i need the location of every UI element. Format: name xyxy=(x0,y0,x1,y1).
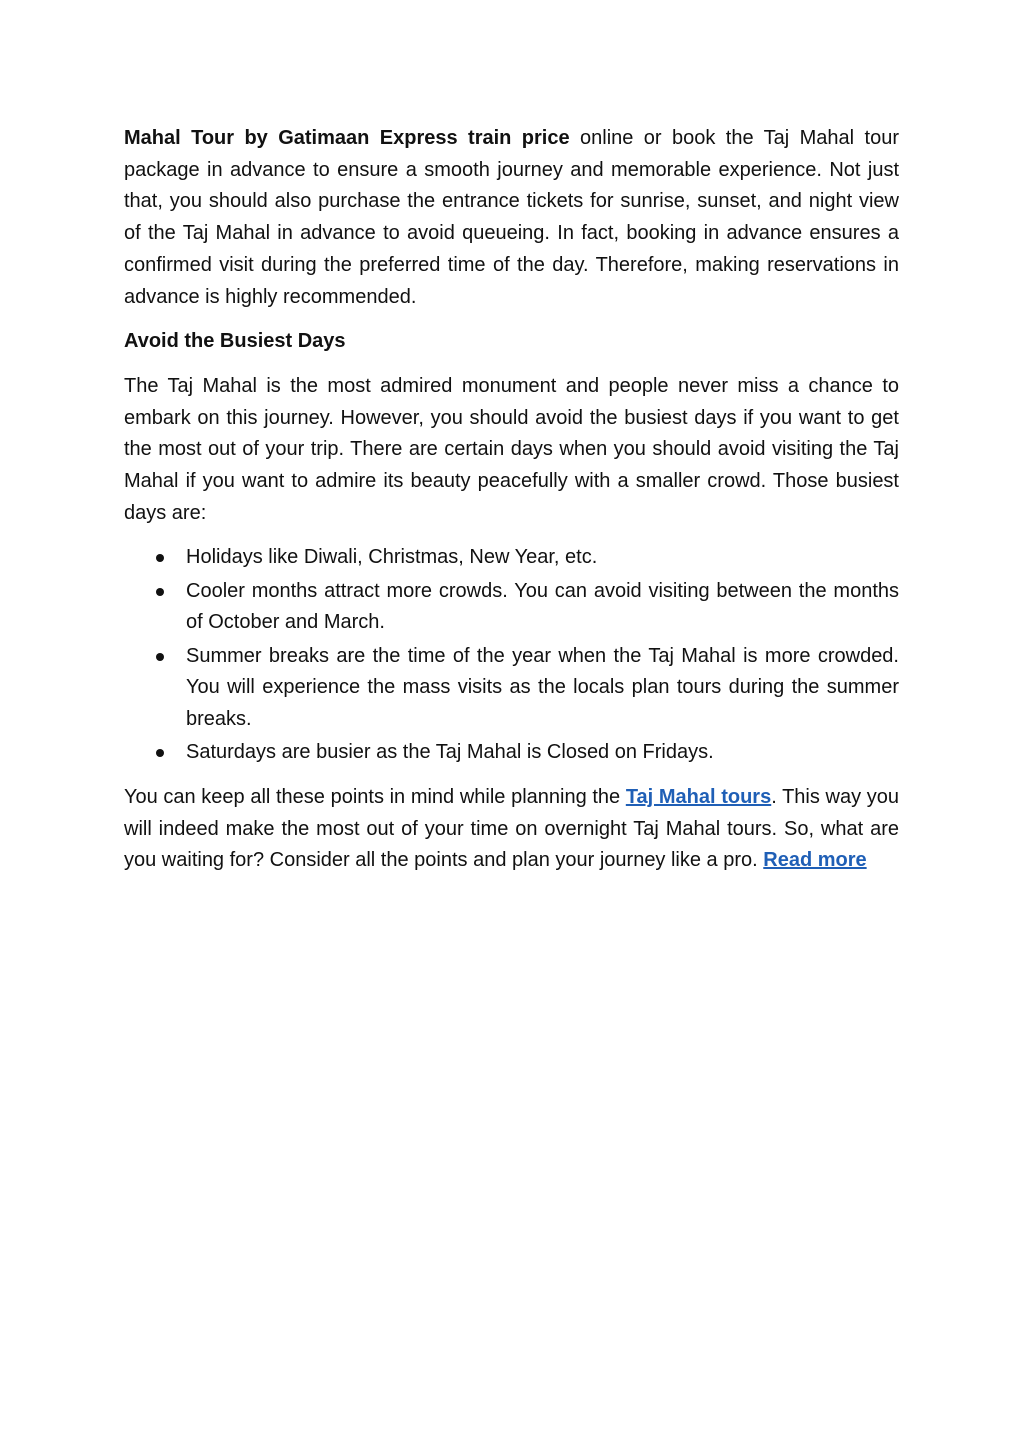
list-item-text: Saturdays are busier as the Taj Mahal is Closed on Fridays. xyxy=(186,741,714,764)
list-item xyxy=(124,542,899,574)
list-item xyxy=(124,641,899,736)
intro-text: online or book the Taj Mahal tour package in advance to ensure a smooth journey and memorable experience. Not just that, you should also purchase the entrance tickets for sunrise, sunset, and night view of the Taj Mahal in advance to avoid queueing. In fact, booking in advance ensures a confirmed visit during the preferred time of the day. Therefore, making reservations in advance is highly recommended. xyxy=(124,127,899,308)
document-content xyxy=(124,123,899,890)
list-item-text: Holidays like Diwali, Christmas, New Year, etc. xyxy=(186,546,598,569)
bullet-icon xyxy=(156,653,164,661)
intro-bold-lead: Mahal Tour by Gatimaan Express train price xyxy=(124,127,570,149)
bullet-icon xyxy=(156,554,164,562)
read-more-link[interactable]: Read more xyxy=(763,849,867,872)
section-heading: Avoid the Busiest Days xyxy=(124,330,346,353)
taj-mahal-tours-link[interactable]: Taj Mahal tours xyxy=(625,785,772,808)
closing-text-before-link: You can keep all these points in mind while planning the xyxy=(124,785,626,808)
busiest-days-list xyxy=(124,542,899,768)
list-item-text: Cooler months attract more crowds. You can avoid visiting between the months of October and March. xyxy=(186,579,899,634)
closing-paragraph xyxy=(124,782,899,877)
body-paragraph: The Taj Mahal is the most admired monument and people never miss a chance to embark on this journey. However, you should avoid the busiest days if you want to get the most out of your trip. There are certain days when you should avoid visiting the Taj Mahal if you want to admire its beauty peacefully with a smaller crowd. Those busiest days are: xyxy=(124,374,899,524)
intro-paragraph xyxy=(124,123,899,313)
closing-text-after-link: . This way you will indeed make the most out of your time on overnight Taj Mahal tours. So, what are you waiting for? Consider all the points and plan your journey like a pro. xyxy=(124,785,899,872)
list-item xyxy=(124,737,899,769)
bullet-icon xyxy=(156,588,164,596)
list-item xyxy=(124,576,899,639)
bullet-icon xyxy=(156,749,164,757)
list-item-text: Summer breaks are the time of the year when the Taj Mahal is more crowded. You will experience the mass visits as the locals plan tours during the summer breaks. xyxy=(186,644,899,730)
